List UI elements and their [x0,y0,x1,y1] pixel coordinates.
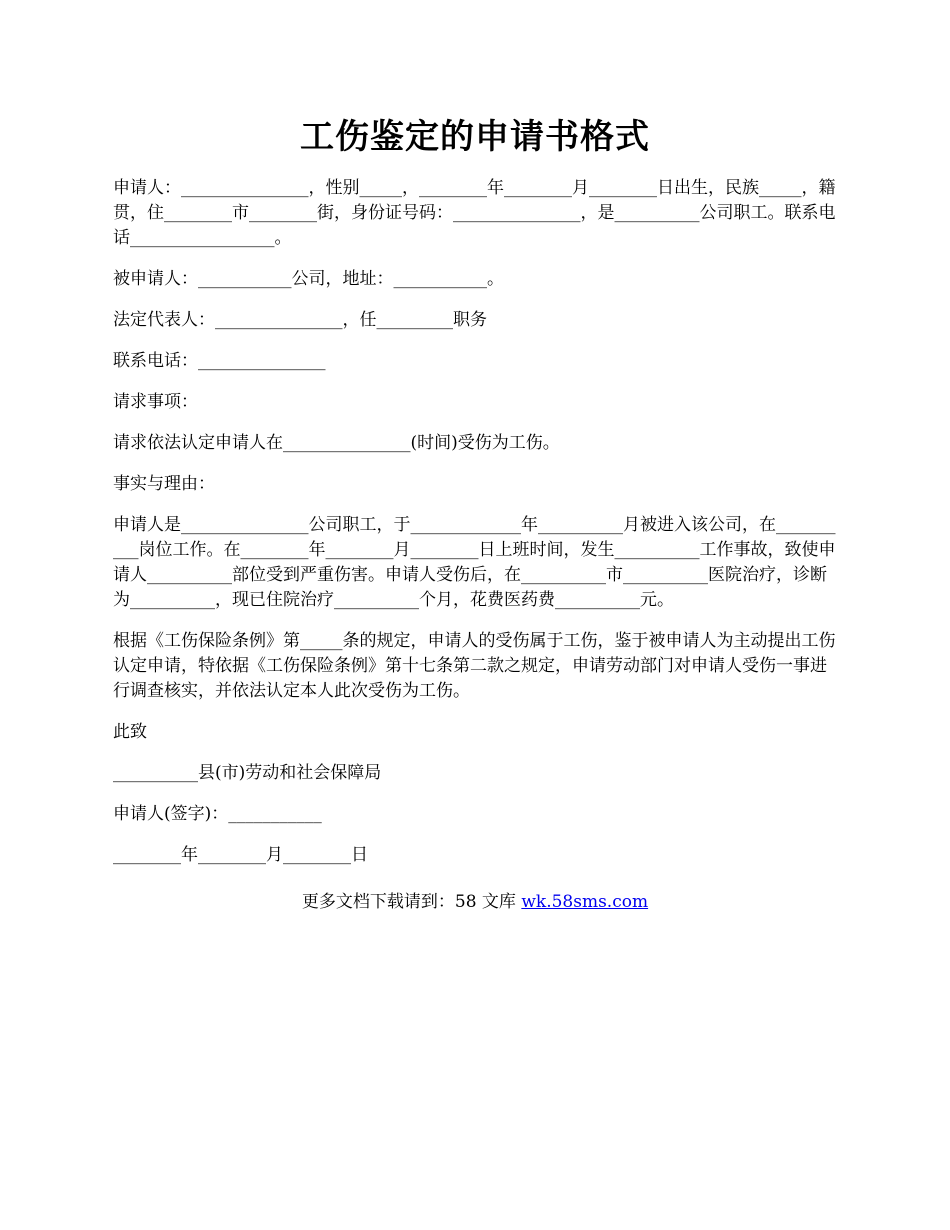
footer-link[interactable]: wk.58sms.com [521,892,649,912]
applicant-info-paragraph: 申请人：_______________，性别_____，________年________月________日出生，民族_____，籍贯，住________市________街，身份证号码：_______________，是__________公司职工。联系电话_________________。 [113,178,836,248]
salutation: 此致 [113,722,147,742]
applicant-signature: 申请人(签字)：___________ [113,804,322,824]
request-paragraph: 请求依法认定申请人在_______________(时间)受伤为工伤。 [113,433,560,453]
footer-text: 更多文档下载请到：58 文库 [301,892,522,912]
document-title: 工伤鉴定的申请书格式 [300,117,650,157]
legal-representative-paragraph: 法定代表人：_______________，任_________职务 [113,310,487,330]
document-body [113,176,838,884]
facts-paragraph: 申请人是_______________公司职工，于_____________年__________月被进入该公司，在__________岗位工作。在________年________月________日上班时间，发生__________工作事故，致使申请人__________部位受到严重伤害。申请人受伤后，在__________市__________医院治疗，诊断为__________，现已住院治疗__________个月，花费医药费__________元。 [113,515,836,610]
footer [0,890,950,915]
contact-phone-paragraph: 联系电话：_______________ [113,351,326,371]
respondent-info-paragraph: 被申请人：___________公司，地址：___________。 [113,269,504,289]
signature-date: ________年________月________日 [113,845,368,865]
legal-basis-paragraph: 根据《工伤保险条例》第_____条的规定，申请人的受伤属于工伤，鉴于被申请人为主动提出工伤认定申请，特依据《工伤保险条例》第十七条第二款之规定，申请劳动部门对申请人受伤一事进行调查核实，并依法认定本人此次受伤为工伤。 [113,631,836,701]
request-heading: 请求事项： [113,392,198,412]
facts-heading: 事实与理由： [113,474,215,494]
recipient-bureau: __________县(市)劳动和社会保障局 [113,763,382,783]
